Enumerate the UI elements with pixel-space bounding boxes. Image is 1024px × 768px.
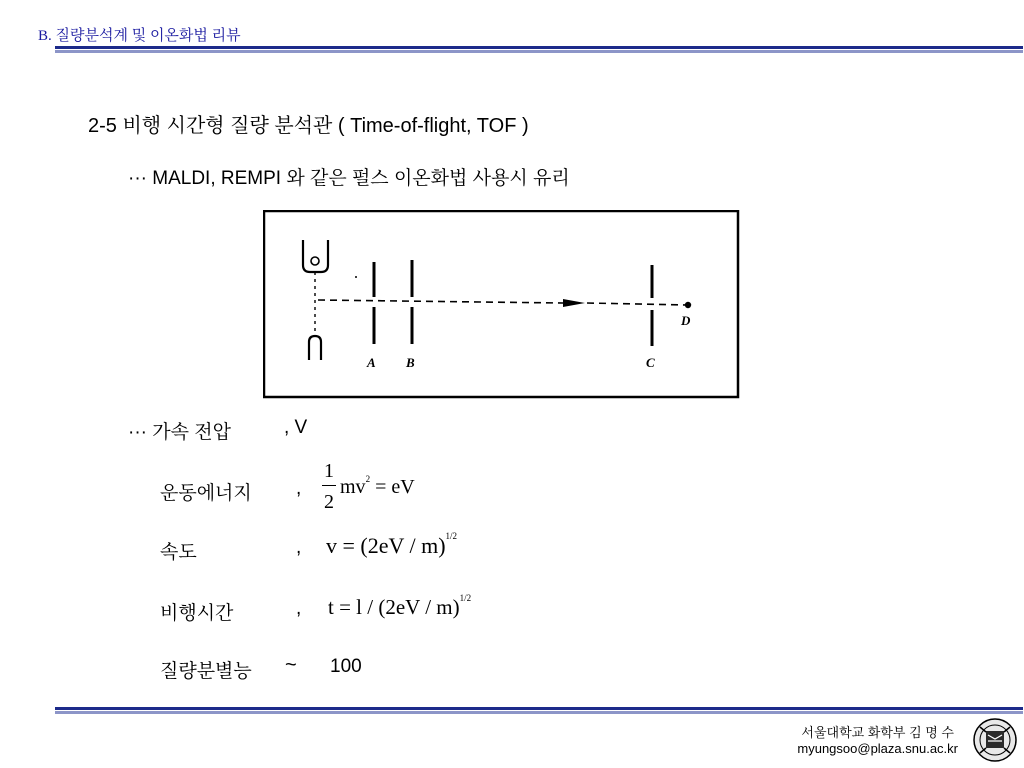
flight-time-equation bbox=[328, 595, 471, 620]
label-a: A bbox=[367, 355, 376, 370]
label-velocity: 속도 bbox=[160, 542, 197, 563]
speck bbox=[355, 276, 357, 278]
bullet-accel-voltage-value: , V bbox=[284, 417, 308, 438]
detector-dot bbox=[685, 302, 691, 308]
fraction-denominator: 2 bbox=[324, 491, 334, 513]
sep-kinetic-energy: , bbox=[296, 478, 302, 499]
flight-path-1 bbox=[318, 300, 563, 303]
source-electrode-bottom bbox=[309, 336, 321, 360]
source-electrode-top bbox=[303, 240, 328, 272]
footer-rule-shadow bbox=[55, 711, 1023, 714]
sep-mass-resolution: ~ bbox=[285, 654, 297, 676]
fraction-bar bbox=[322, 485, 336, 486]
flight-path-2 bbox=[587, 303, 687, 305]
tof-diagram bbox=[263, 210, 741, 400]
sep-velocity: , bbox=[296, 537, 302, 558]
label-d: D bbox=[681, 313, 691, 328]
kinetic-rhs: = eV bbox=[375, 476, 415, 498]
university-emblem-icon bbox=[972, 717, 1018, 763]
flight-time-expression: t = l / (2eV / m) bbox=[328, 595, 460, 619]
header-title: B. 질량분석계 및 이온화법 리뷰 bbox=[38, 28, 241, 44]
label-kinetic-energy: 운동에너지 bbox=[160, 483, 252, 504]
label-b: B bbox=[406, 355, 415, 370]
bullet-pulse-ionization: ··· MALDI, REMPI 와 같은 펄스 이온화법 사용시 유리 bbox=[128, 168, 570, 189]
footer-rule bbox=[55, 707, 1023, 710]
mv-exponent: 2 bbox=[365, 474, 371, 484]
mv-term: mv bbox=[340, 476, 366, 498]
footer-email: myungsoo@plaza.snu.ac.kr bbox=[797, 741, 958, 756]
section-title: 2-5 비행 시간형 질량 분석관 ( Time-of-flight, TOF ) bbox=[88, 115, 529, 137]
source-filament bbox=[311, 257, 319, 265]
velocity-exponent: 1/2 bbox=[445, 531, 458, 541]
label-flight-time: 비행시간 bbox=[160, 603, 234, 624]
header-rule-shadow bbox=[55, 50, 1023, 53]
fraction-numerator: 1 bbox=[324, 460, 334, 482]
sep-flight-time: , bbox=[296, 598, 302, 619]
bullet-accel-voltage-label: ··· 가속 전압 bbox=[128, 422, 231, 443]
velocity-expression: v = (2eV / m) bbox=[326, 533, 446, 558]
label-c: C bbox=[646, 355, 655, 370]
header-rule bbox=[55, 46, 1023, 49]
velocity-equation bbox=[326, 533, 457, 559]
flight-arrow-head bbox=[563, 299, 585, 307]
mass-resolution-value: 100 bbox=[330, 656, 362, 677]
flight-time-exponent: 1/2 bbox=[459, 593, 472, 603]
footer-organization: 서울대학교 화학부 김 명 수 bbox=[801, 725, 954, 740]
label-mass-resolution: 질량분별능 bbox=[160, 661, 252, 682]
diagram-frame bbox=[264, 211, 738, 397]
